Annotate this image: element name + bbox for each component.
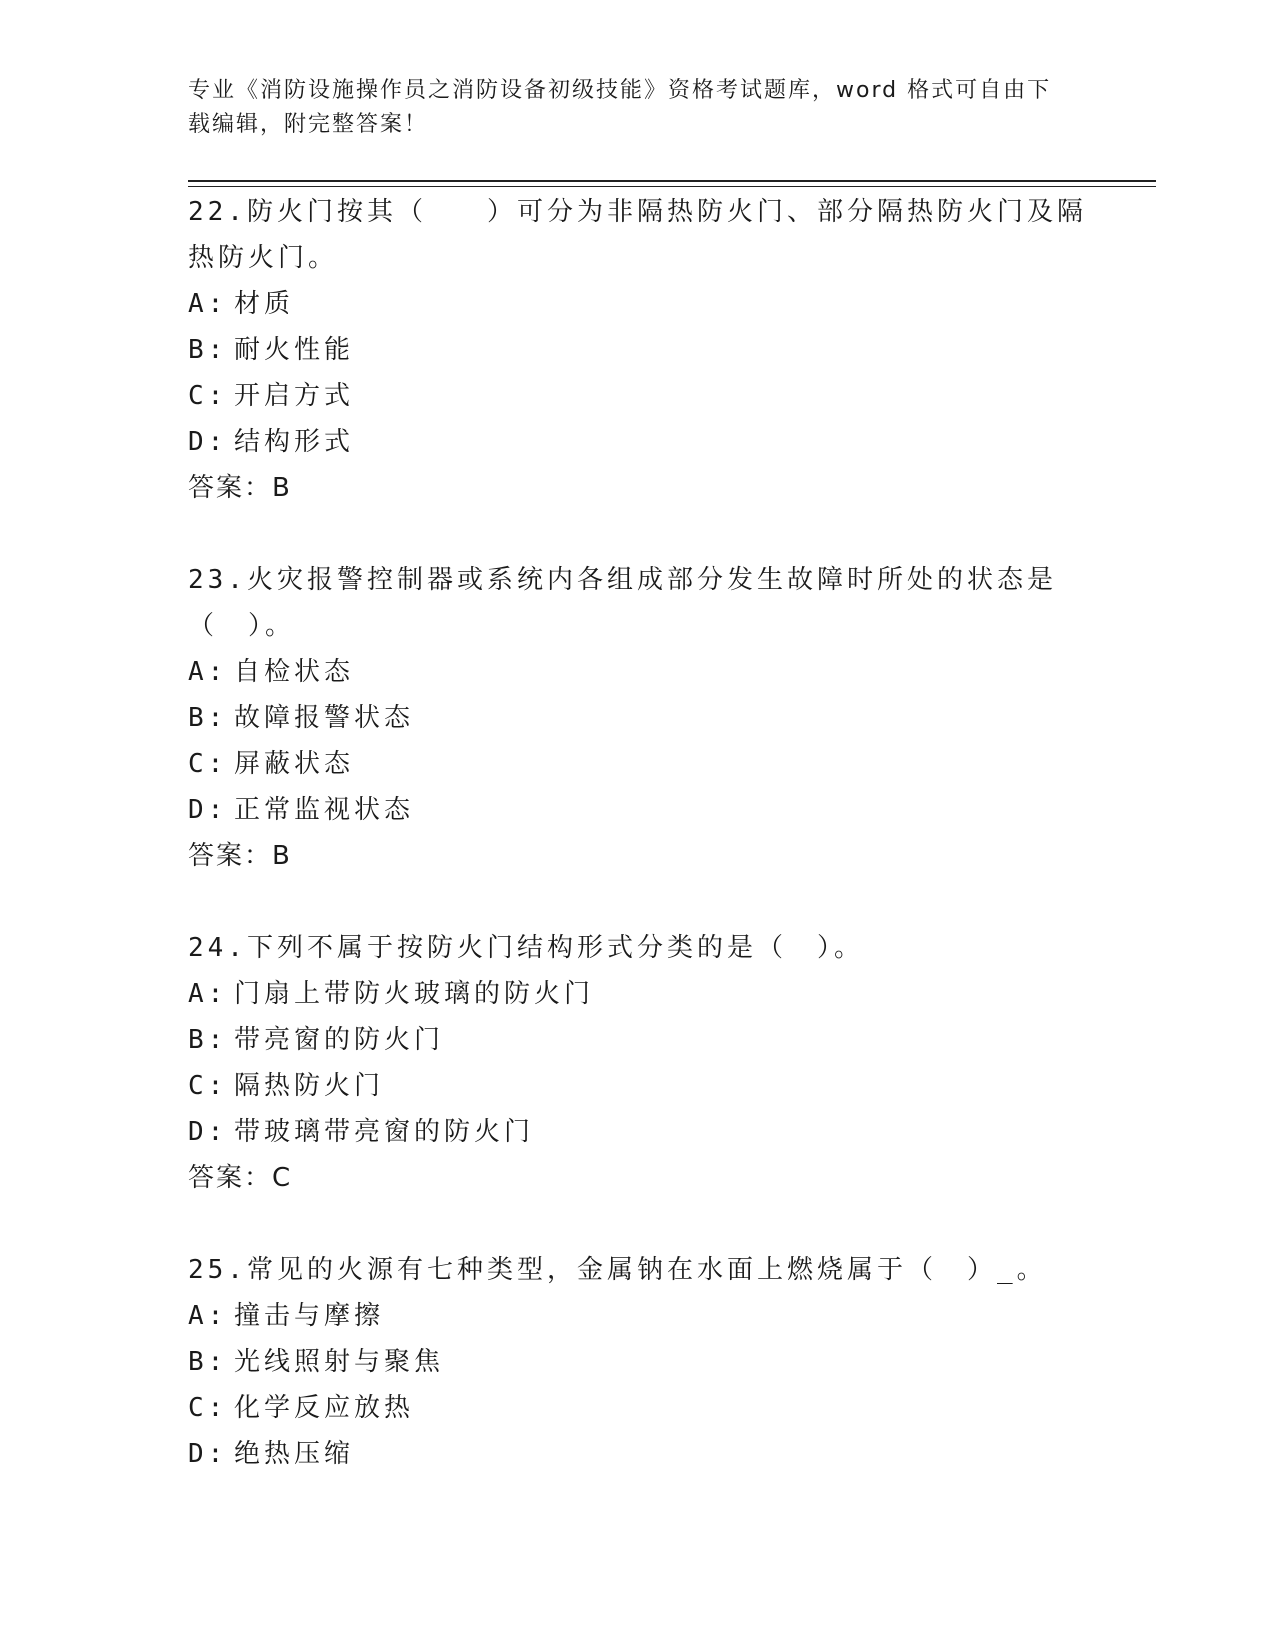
option-d xyxy=(188,1431,1088,1477)
header-divider-thick xyxy=(188,180,1156,182)
option-text: 带亮窗的防火门 xyxy=(234,1025,445,1055)
question-list xyxy=(188,189,1088,1523)
option-b xyxy=(188,1339,1088,1385)
option-letter: A: xyxy=(188,657,228,687)
option-d xyxy=(188,1109,1088,1155)
option-c xyxy=(188,1385,1088,1431)
answer: 答案：B xyxy=(188,473,292,503)
option-text: 光线照射与聚焦 xyxy=(234,1347,445,1377)
option-letter: D: xyxy=(188,1439,228,1469)
option-letter: D: xyxy=(188,795,228,825)
question-text: 25.常见的火源有七种类型，金属钠在水面上燃烧属于（ ）_。 xyxy=(188,1255,1047,1285)
option-letter: A: xyxy=(188,289,228,319)
option-letter: D: xyxy=(188,427,228,457)
option-text: 门扇上带防火玻璃的防火门 xyxy=(234,979,595,1009)
option-text: 隔热防火门 xyxy=(234,1071,385,1101)
header-line-1: 专业《消防设施操作员之消防设备初级技能》资格考试题库，word 格式可自由下 xyxy=(188,78,1052,103)
question-25 xyxy=(188,1247,1088,1477)
option-letter: D: xyxy=(188,1117,228,1147)
option-text: 屏蔽状态 xyxy=(234,749,355,779)
question-24 xyxy=(188,925,1088,1201)
option-text: 结构形式 xyxy=(234,427,355,457)
option-b xyxy=(188,695,1088,741)
option-c xyxy=(188,373,1088,419)
question-23 xyxy=(188,557,1088,879)
option-text: 故障报警状态 xyxy=(234,703,415,733)
option-text: 自检状态 xyxy=(234,657,355,687)
option-letter: B: xyxy=(188,1347,228,1377)
option-letter: B: xyxy=(188,1025,228,1055)
option-a xyxy=(188,281,1088,327)
option-text: 耐火性能 xyxy=(234,335,355,365)
option-a xyxy=(188,971,1088,1017)
document-header xyxy=(188,74,1068,142)
option-a xyxy=(188,649,1088,695)
option-letter: C: xyxy=(188,1393,228,1423)
header-divider-thin xyxy=(188,186,1156,187)
question-22 xyxy=(188,189,1088,511)
option-letter: C: xyxy=(188,1071,228,1101)
option-letter: C: xyxy=(188,749,228,779)
option-d xyxy=(188,787,1088,833)
answer: 答案：B xyxy=(188,841,292,871)
option-c xyxy=(188,741,1088,787)
option-text: 带玻璃带亮窗的防火门 xyxy=(234,1117,535,1147)
option-text: 绝热压缩 xyxy=(234,1439,355,1469)
option-text: 化学反应放热 xyxy=(234,1393,415,1423)
option-letter: A: xyxy=(188,1301,228,1331)
option-letter: B: xyxy=(188,335,228,365)
option-a xyxy=(188,1293,1088,1339)
option-d xyxy=(188,419,1088,465)
option-b xyxy=(188,327,1088,373)
question-text: 22.防火门按其（ ）可分为非隔热防火门、部分隔热防火门及隔热防火门。 xyxy=(188,197,1087,273)
option-text: 正常监视状态 xyxy=(234,795,415,825)
answer: 答案：C xyxy=(188,1163,293,1193)
question-text: 24.下列不属于按防火门结构形式分类的是（ ）。 xyxy=(188,933,864,963)
option-b xyxy=(188,1017,1088,1063)
option-letter: B: xyxy=(188,703,228,733)
option-text: 撞击与摩擦 xyxy=(234,1301,385,1331)
question-text: 23.火灾报警控制器或系统内各组成部分发生故障时所处的状态是（ ）。 xyxy=(188,565,1057,641)
option-text: 开启方式 xyxy=(234,381,355,411)
option-letter: A: xyxy=(188,979,228,1009)
option-c xyxy=(188,1063,1088,1109)
option-letter: C: xyxy=(188,381,228,411)
option-text: 材质 xyxy=(234,289,295,319)
header-line-2: 载编辑，附完整答案！ xyxy=(188,112,429,137)
